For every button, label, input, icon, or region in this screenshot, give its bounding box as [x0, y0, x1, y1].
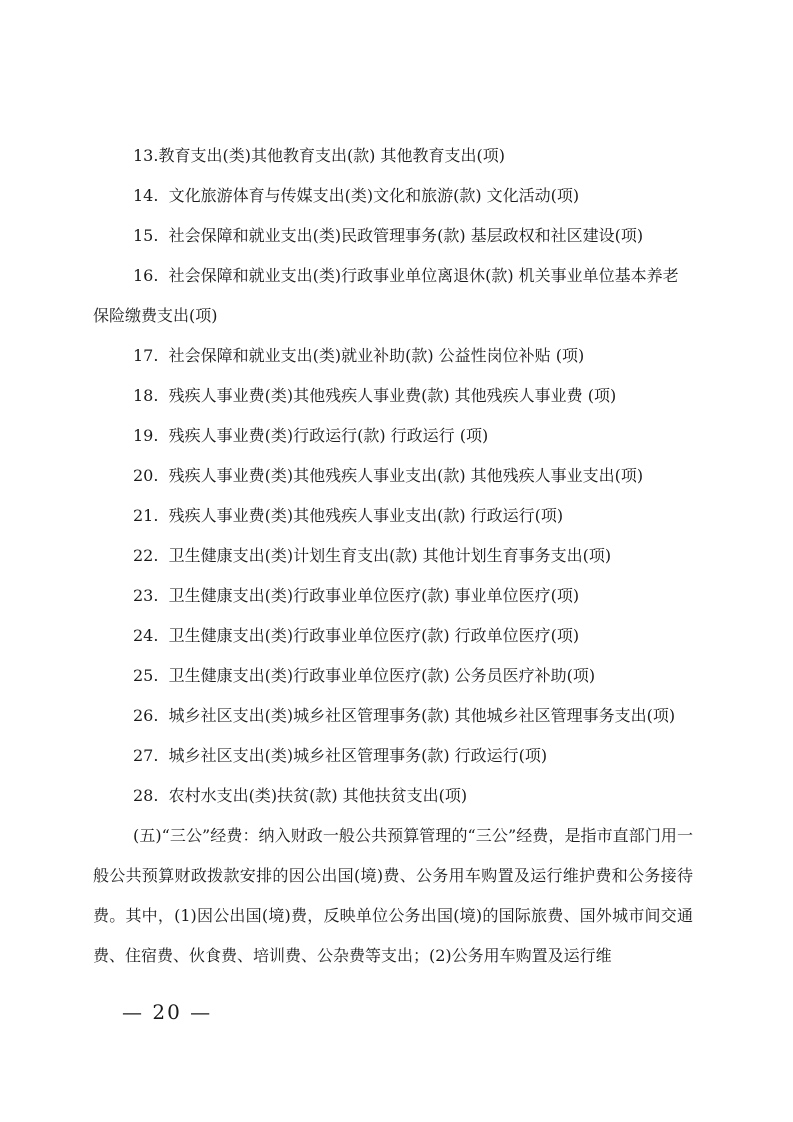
list-item-26 [133, 696, 693, 736]
list-item-23 [133, 576, 693, 616]
list-item-21 [133, 496, 693, 536]
list-item-19 [133, 416, 693, 456]
item-text: 教育支出(类)其他教育支出(款) 其他教育支出(项) [158, 146, 505, 165]
list-item-18 [133, 376, 693, 416]
item-text: 农村水支出(类)扶贫(款) 其他扶贫支出(项) [168, 786, 468, 805]
item-text: 社会保障和就业支出(类)就业补助(款) 公益性岗位补贴 (项) [168, 346, 585, 365]
item-number: 13. [133, 146, 159, 165]
item-text: 残疾人事业费(类)其他残疾人事业支出(款) 行政运行(项) [168, 506, 564, 525]
item-number: 22. [133, 546, 159, 565]
item-text-continuation: 保险缴费支出(项) [93, 306, 218, 325]
item-text: 卫生健康支出(类)行政事业单位医疗(款) 行政单位医疗(项) [168, 626, 580, 645]
item-text: 卫生健康支出(类)计划生育支出(款) 其他计划生育事务支出(项) [168, 546, 612, 565]
item-text: 社会保障和就业支出(类)行政事业单位离退休(款) 机关事业单位基本养老 [168, 266, 679, 285]
item-number: 21. [133, 506, 159, 525]
item-number: 26. [133, 706, 159, 725]
item-text: 残疾人事业费(类)行政运行(款) 行政运行 (项) [168, 426, 489, 445]
list-item-16 [93, 256, 693, 336]
item-number: 23. [133, 586, 159, 605]
item-number: 14. [133, 186, 159, 205]
list-item-15 [133, 216, 693, 256]
list-item-14 [133, 176, 693, 216]
item-number: 18. [133, 386, 159, 405]
list-item-20 [133, 456, 693, 496]
item-number: 15. [133, 226, 159, 245]
item-number: 27. [133, 746, 159, 765]
item-number: 19. [133, 426, 159, 445]
item-text: 残疾人事业费(类)其他残疾人事业支出(款) 其他残疾人事业支出(项) [168, 466, 644, 485]
three-public-expenses-paragraph: (五)“三公”经费：纳入财政一般公共预算管理的“三公”经费，是指市直部门用一般公共预算财政拨款安排的因公出国(境)费、公务用车购置及运行维护费和公务接待费。其中，(1)因公出国(境)费，反映单位公务出国(境)的国际旅费、国外城市间交通费、住宿费、伙食费、培训费、公杂费等支出；(2)公务用车购置及运行维 [93, 826, 693, 965]
item-text: 残疾人事业费(类)其他残疾人事业费(款) 其他残疾人事业费 (项) [168, 386, 617, 405]
item-number: 20. [133, 466, 159, 485]
item-number: 28. [133, 786, 159, 805]
item-text: 城乡社区支出(类)城乡社区管理事务(款) 其他城乡社区管理事务支出(项) [168, 706, 676, 725]
list-item-28 [133, 776, 693, 816]
list-item-25 [133, 656, 693, 696]
list-item-13 [133, 136, 693, 176]
item-text: 社会保障和就业支出(类)民政管理事务(款) 基层政权和社区建设(项) [168, 226, 644, 245]
item-text: 文化旅游体育与传媒支出(类)文化和旅游(款) 文化活动(项) [168, 186, 580, 205]
page-number: — 20 — [122, 1000, 213, 1024]
item-number: 25. [133, 666, 159, 685]
item-text: 城乡社区支出(类)城乡社区管理事务(款) 行政运行(项) [168, 746, 548, 765]
item-number: 16. [133, 266, 159, 285]
list-item-17 [133, 336, 693, 376]
item-number: 17. [133, 346, 159, 365]
item-number: 24. [133, 626, 159, 645]
list-item-22 [133, 536, 693, 576]
list-item-27 [133, 736, 693, 776]
item-text: 卫生健康支出(类)行政事业单位医疗(款) 事业单位医疗(项) [168, 586, 580, 605]
item-text: 卫生健康支出(类)行政事业单位医疗(款) 公务员医疗补助(项) [168, 666, 596, 685]
document-body [0, 136, 793, 976]
list-item-24 [133, 616, 693, 656]
